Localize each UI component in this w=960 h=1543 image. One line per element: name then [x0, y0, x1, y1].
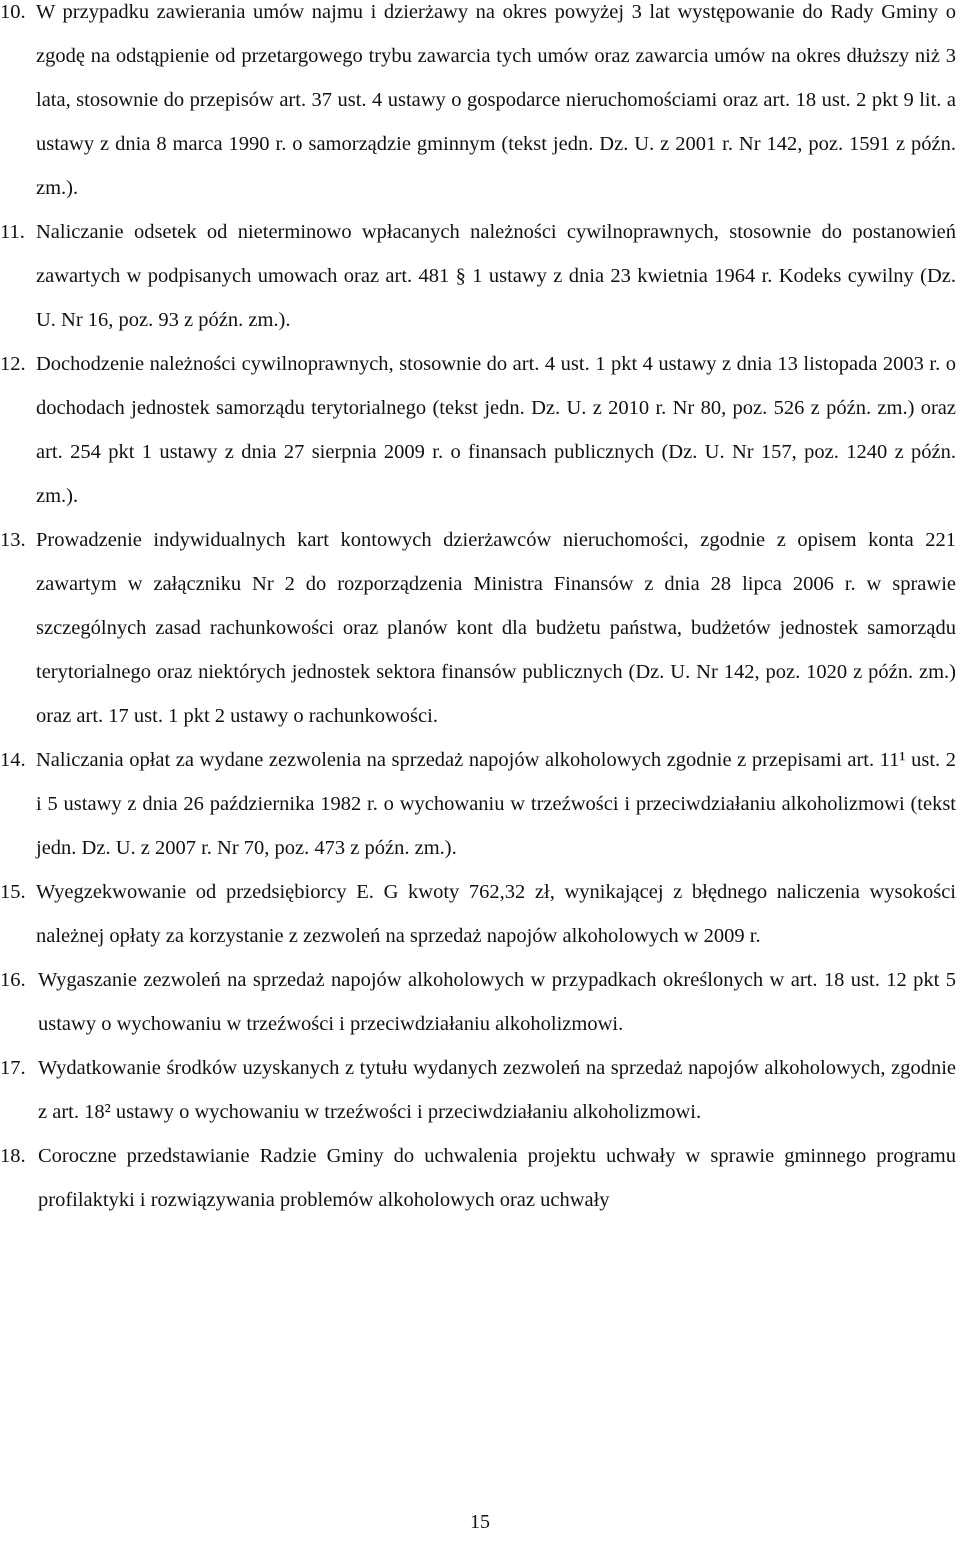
list-item-number: 14. — [0, 749, 26, 771]
list-item-text: W przypadku zawierania umów najmu i dzierżawy na okres powyżej 3 lat występowanie do Rady Gminy o zgodę na odstąpienie od przetargowego trybu zawarcia tych umów oraz zawarcia umów na okres dłuższy niż 3 lata, stosownie do przepisów art. 37 ust. 4 ustawy o gospodarce nieruchomościami oraz art. 18 ust. 2 pkt 9 lit. a ustawy z dnia 8 marca 1990 r. o samorządzie gminnym (tekst jedn. Dz. U. z 2001 r. Nr 142, poz. 1591 z późn. zm.). — [36, 1, 956, 199]
list-item — [0, 518, 960, 738]
list-item — [0, 1134, 960, 1222]
list-item-number: 10. — [0, 1, 26, 23]
list-item-number: 17. — [0, 1057, 26, 1079]
list-item — [0, 0, 960, 210]
list-item — [0, 210, 960, 342]
page-number: 15 — [470, 1511, 490, 1533]
list-item-number: 12. — [0, 353, 26, 375]
list-item-number: 13. — [0, 529, 26, 551]
list-item-number: 18. — [0, 1145, 26, 1167]
list-item-text: Naliczanie odsetek od nieterminowo wpłacanych należności cywilnoprawnych, stosownie do postanowień zawartych w podpisanych umowach oraz art. 481 § 1 ustawy z dnia 23 kwietnia 1964 r. Kodeks cywilny (Dz. U. Nr 16, poz. 93 z późn. zm.). — [36, 221, 956, 331]
list-item-text: Prowadzenie indywidualnych kart kontowych dzierżawców nieruchomości, zgodnie z opisem konta 221 zawartym w załączniku Nr 2 do rozporządzenia Ministra Finansów z dnia 28 lipca 2006 r. w sprawie szczególnych zasad rachunkowości oraz planów kont dla budżetu państwa, budżetów jednostek samorządu terytorialnego oraz niektórych jednostek sektora finansów publicznych (Dz. U. Nr 142, poz. 1020 z późn. zm.) oraz art. 17 ust. 1 pkt 2 ustawy o rachunkowości. — [36, 529, 956, 727]
list-item-number: 16. — [0, 969, 26, 991]
list-item — [0, 738, 960, 870]
list-item-text: Wydatkowanie środków uzyskanych z tytułu wydanych zezwoleń na sprzedaż napojów alkoholowych, zgodnie z art. 18² ustawy o wychowaniu w trzeźwości i przeciwdziałaniu alkoholizmowi. — [38, 1057, 956, 1123]
list-item-text: Wygaszanie zezwoleń na sprzedaż napojów alkoholowych w przypadkach określonych w art. 18 ust. 12 pkt 5 ustawy o wychowaniu w trzeźwości i przeciwdziałaniu alkoholizmowi. — [38, 969, 956, 1035]
list-item — [0, 958, 960, 1046]
list-item-number: 11. — [0, 221, 25, 243]
list-item-number: 15. — [0, 881, 26, 903]
list-item-text: Naliczania opłat za wydane zezwolenia na sprzedaż napojów alkoholowych zgodnie z przepisami art. 11¹ ust. 2 i 5 ustawy z dnia 26 października 1982 r. o wychowaniu w trzeźwości i przeciwdziałaniu alkoholizmowi (tekst jedn. Dz. U. z 2007 r. Nr 70, poz. 473 z późn. zm.). — [36, 749, 956, 859]
list-item — [0, 870, 960, 958]
list-item — [0, 1046, 960, 1134]
list-item-text: Dochodzenie należności cywilnoprawnych, stosownie do art. 4 ust. 1 pkt 4 ustawy z dnia 13 listopada 2003 r. o dochodach jednostek samorządu terytorialnego (tekst jedn. Dz. U. z 2010 r. Nr 80, poz. 526 z późn. zm.) oraz art. 254 pkt 1 ustawy z dnia 27 sierpnia 2009 r. o finansach publicznych (Dz. U. Nr 157, poz. 1240 z późn. zm.). — [36, 353, 956, 507]
list-item-text: Coroczne przedstawianie Radzie Gminy do uchwalenia projektu uchwały w sprawie gminnego programu profilaktyki i rozwiązywania problemów alkoholowych oraz uchwały — [38, 1145, 956, 1211]
list-item — [0, 342, 960, 518]
list-item-text: Wyegzekwowanie od przedsiębiorcy E. G kwoty 762,32 zł, wynikającej z błędnego naliczenia wysokości należnej opłaty za korzystanie z zezwoleń na sprzedaż napojów alkoholowych w 2009 r. — [36, 881, 956, 947]
